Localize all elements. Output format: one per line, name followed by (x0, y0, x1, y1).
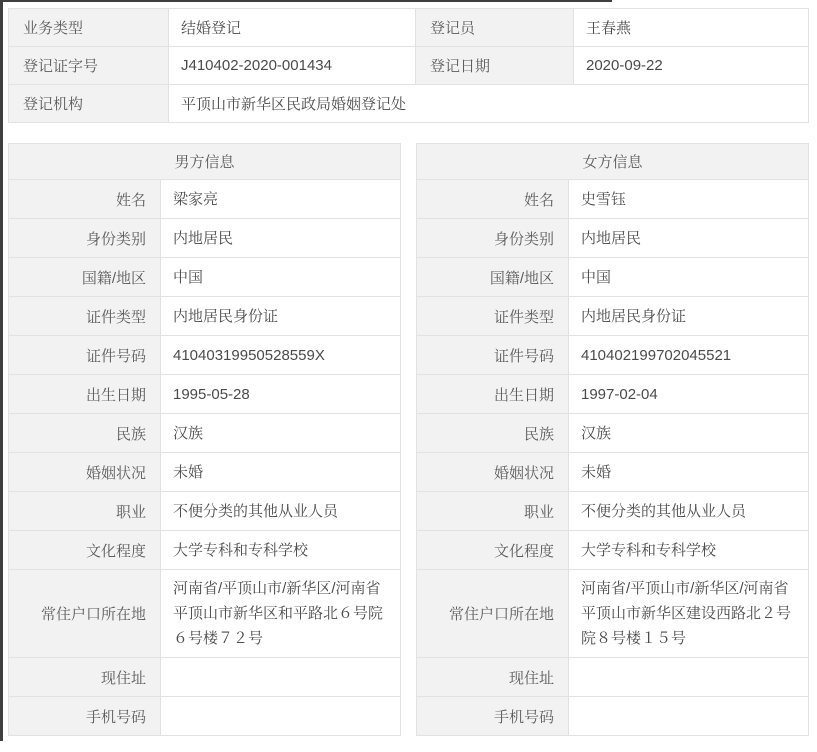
reg-date-value: 2020-09-22 (574, 47, 809, 85)
female-household-address-label: 常住户口所在地 (416, 570, 568, 658)
window-top-edge (0, 0, 612, 2)
female-occupation-label: 职业 (416, 492, 568, 531)
male-education-label: 文化程度 (9, 531, 161, 570)
table-row (416, 453, 808, 492)
table-row (9, 258, 401, 297)
table-row (9, 658, 401, 697)
female-nationality-value: 中国 (568, 258, 808, 297)
male-info-table (8, 143, 401, 736)
table-row (416, 219, 808, 258)
female-marital-status-label: 婚姻状况 (416, 453, 568, 492)
female-id-type-value: 内地居民身份证 (568, 297, 808, 336)
male-id-number-value: 41040319950528559X (161, 336, 401, 375)
female-title-row (416, 144, 808, 180)
reg-agency-value: 平顶山市新华区民政局婚姻登记处 (169, 85, 809, 123)
female-info-table (416, 143, 809, 736)
registration-summary-table (8, 8, 809, 123)
female-id-type-label: 证件类型 (416, 297, 568, 336)
female-current-address-value (568, 658, 808, 697)
male-marital-status-label: 婚姻状况 (9, 453, 161, 492)
male-current-address-value (161, 658, 401, 697)
table-row (9, 414, 401, 453)
male-id-type-label: 证件类型 (9, 297, 161, 336)
male-marital-status-value: 未婚 (161, 453, 401, 492)
male-identity-category-value: 内地居民 (161, 219, 401, 258)
registrar-value: 王春燕 (574, 9, 809, 47)
reg-agency-label: 登记机构 (9, 85, 169, 123)
table-row (9, 336, 401, 375)
table-row (9, 297, 401, 336)
table-row (416, 336, 808, 375)
female-id-number-value: 410402199702045521 (568, 336, 808, 375)
male-birth-date-value: 1995-05-28 (161, 375, 401, 414)
table-row (416, 492, 808, 531)
female-identity-category-value: 内地居民 (568, 219, 808, 258)
table-row (416, 658, 808, 697)
table-row (416, 258, 808, 297)
male-id-type-value: 内地居民身份证 (161, 297, 401, 336)
table-row (416, 697, 808, 736)
female-identity-category-label: 身份类别 (416, 219, 568, 258)
table-row (9, 453, 401, 492)
male-info-title: 男方信息 (9, 144, 401, 180)
male-title-row (9, 144, 401, 180)
female-mobile-value (568, 697, 808, 736)
table-row (9, 531, 401, 570)
table-row (416, 531, 808, 570)
female-education-value: 大学专科和专科学校 (568, 531, 808, 570)
table-row (9, 570, 401, 658)
table-row (416, 180, 808, 219)
female-nationality-label: 国籍/地区 (416, 258, 568, 297)
male-birth-date-label: 出生日期 (9, 375, 161, 414)
table-row (9, 219, 401, 258)
male-mobile-value (161, 697, 401, 736)
female-household-address-value: 河南省/平顶山市/新华区/河南省平顶山市新华区建设西路北２号院８号楼１５号 (568, 570, 808, 658)
female-marital-status-value: 未婚 (568, 453, 808, 492)
summary-row-reg-agency (9, 85, 809, 123)
male-current-address-label: 现住址 (9, 658, 161, 697)
table-row (9, 697, 401, 736)
male-name-value: 梁家亮 (161, 180, 401, 219)
female-ethnicity-value: 汉族 (568, 414, 808, 453)
table-row (9, 492, 401, 531)
male-ethnicity-label: 民族 (9, 414, 161, 453)
female-ethnicity-label: 民族 (416, 414, 568, 453)
male-education-value: 大学专科和专科学校 (161, 531, 401, 570)
male-nationality-label: 国籍/地区 (9, 258, 161, 297)
window-left-edge (0, 0, 3, 741)
female-birth-date-value: 1997-02-04 (568, 375, 808, 414)
summary-row-cert-number (9, 47, 809, 85)
female-current-address-label: 现住址 (416, 658, 568, 697)
female-birth-date-label: 出生日期 (416, 375, 568, 414)
male-occupation-label: 职业 (9, 492, 161, 531)
male-mobile-label: 手机号码 (9, 697, 161, 736)
cert-number-label: 登记证字号 (9, 47, 169, 85)
table-row (416, 375, 808, 414)
cert-number-value: J410402-2020-001434 (169, 47, 416, 85)
female-mobile-label: 手机号码 (416, 697, 568, 736)
male-nationality-value: 中国 (161, 258, 401, 297)
female-education-label: 文化程度 (416, 531, 568, 570)
male-household-address-value: 河南省/平顶山市/新华区/河南省平顶山市新华区和平路北６号院６号楼７２号 (161, 570, 401, 658)
reg-date-label: 登记日期 (416, 47, 574, 85)
female-info-title: 女方信息 (416, 144, 808, 180)
table-row (416, 570, 808, 658)
summary-row-business-type (9, 9, 809, 47)
table-row (9, 180, 401, 219)
table-row (9, 375, 401, 414)
table-row (416, 414, 808, 453)
business-type-value: 结婚登记 (169, 9, 416, 47)
female-name-label: 姓名 (416, 180, 568, 219)
female-id-number-label: 证件号码 (416, 336, 568, 375)
party-info-section (8, 143, 809, 736)
female-occupation-value: 不便分类的其他从业人员 (568, 492, 808, 531)
male-occupation-value: 不便分类的其他从业人员 (161, 492, 401, 531)
male-household-address-label: 常住户口所在地 (9, 570, 161, 658)
male-name-label: 姓名 (9, 180, 161, 219)
male-ethnicity-value: 汉族 (161, 414, 401, 453)
business-type-label: 业务类型 (9, 9, 169, 47)
female-name-value: 史雪钰 (568, 180, 808, 219)
table-row (416, 297, 808, 336)
male-identity-category-label: 身份类别 (9, 219, 161, 258)
registrar-label: 登记员 (416, 9, 574, 47)
male-id-number-label: 证件号码 (9, 336, 161, 375)
